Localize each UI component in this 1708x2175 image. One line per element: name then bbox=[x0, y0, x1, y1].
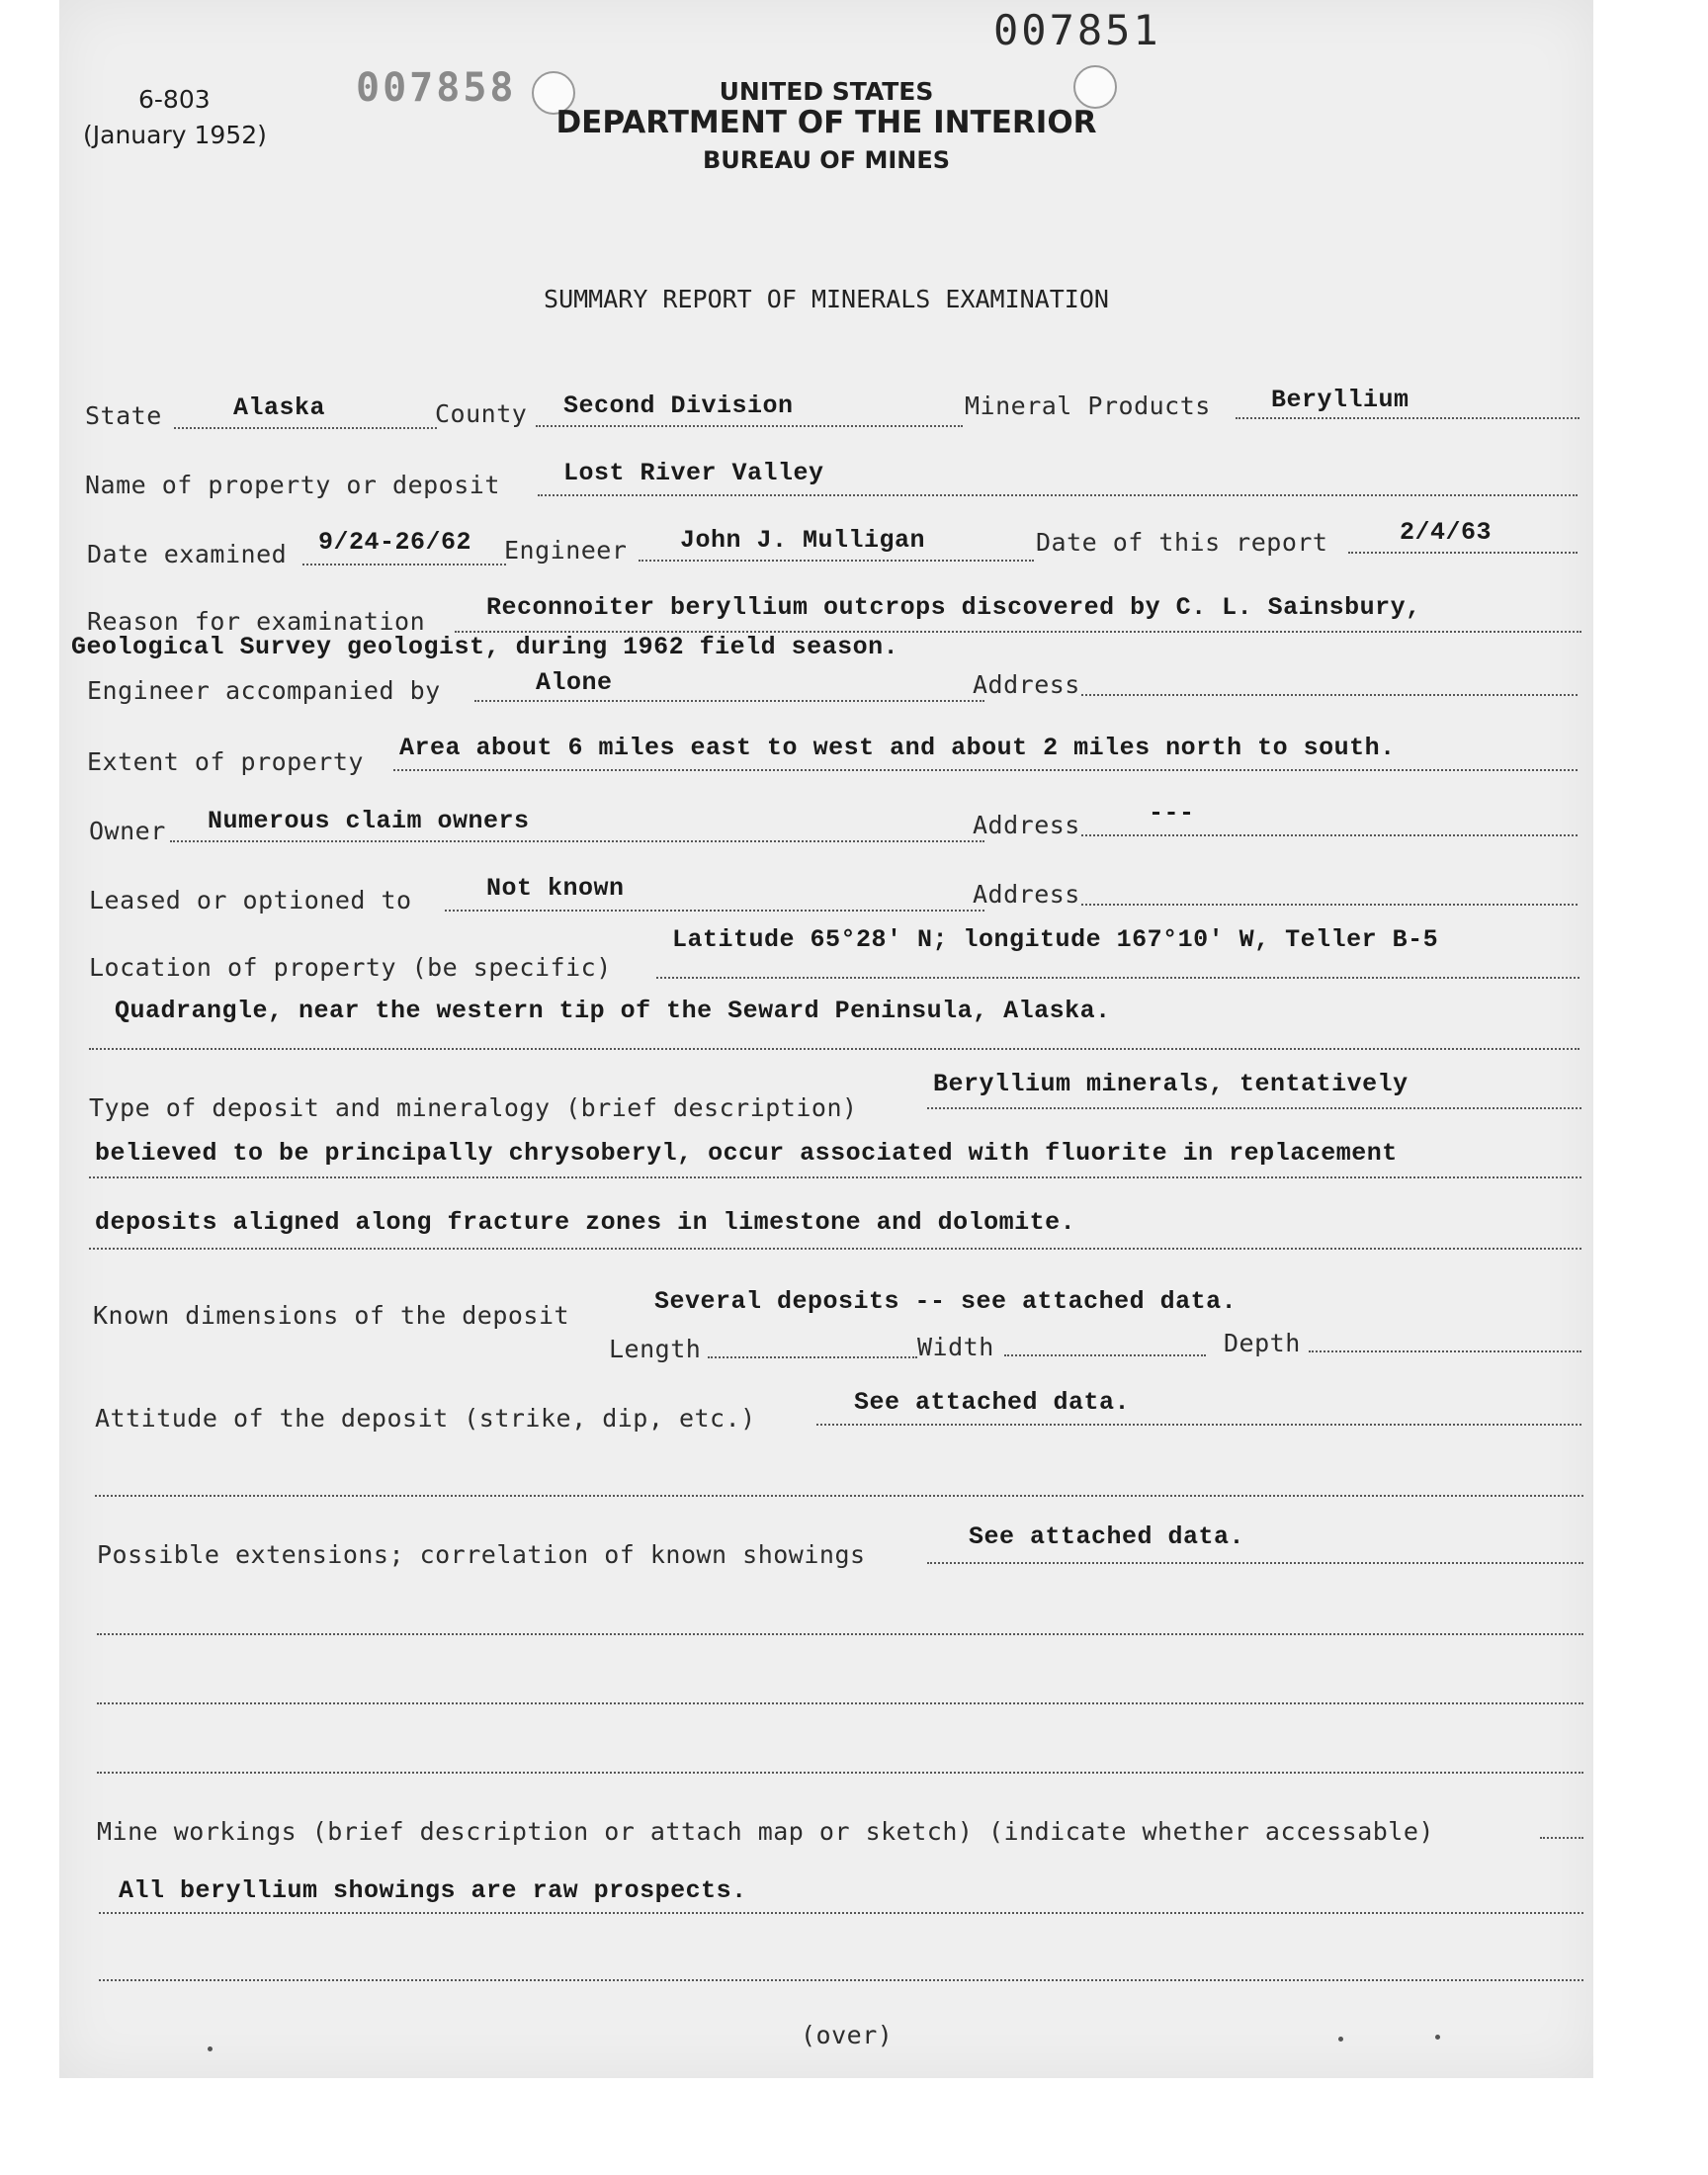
owner-line bbox=[170, 840, 984, 842]
report-date-line bbox=[1348, 552, 1578, 554]
extensions-line-1 bbox=[927, 1562, 1583, 1564]
location-value-1: Latitude 65°28' N; longitude 167°10' W, Teller B-5 bbox=[672, 925, 1439, 954]
mineral-products-line bbox=[1236, 417, 1580, 419]
report-date-value: 2/4/63 bbox=[1400, 518, 1493, 547]
location-label: Location of property (be specific) bbox=[89, 953, 612, 982]
county-value: Second Division bbox=[563, 392, 794, 420]
leased-value: Not known bbox=[486, 874, 625, 903]
extent-label: Extent of property bbox=[87, 747, 364, 776]
paper-speck bbox=[1435, 2035, 1440, 2040]
accompanied-address-line bbox=[1081, 694, 1578, 696]
leased-line bbox=[445, 910, 984, 912]
type-line-2 bbox=[89, 1176, 1581, 1178]
dimensions-label: Known dimensions of the deposit bbox=[93, 1301, 570, 1330]
extent-line bbox=[393, 769, 1578, 771]
state-value: Alaska bbox=[233, 393, 326, 422]
form-edition: (January 1952) bbox=[83, 121, 267, 149]
owner-address-label: Address bbox=[973, 811, 1080, 839]
attitude-line-2 bbox=[95, 1495, 1583, 1497]
accompanied-address-label: Address bbox=[973, 670, 1080, 699]
depth-line bbox=[1309, 1350, 1581, 1352]
extent-value: Area about 6 miles east to west and about 2 miles north to south. bbox=[399, 734, 1396, 762]
state-label: State bbox=[85, 401, 162, 430]
accompanied-label: Engineer accompanied by bbox=[87, 676, 441, 705]
date-examined-value: 9/24-26/62 bbox=[318, 528, 472, 557]
engineer-value: John J. Mulligan bbox=[680, 526, 926, 555]
date-examined-label: Date examined bbox=[87, 540, 288, 568]
depth-label: Depth bbox=[1224, 1329, 1301, 1357]
mineral-products-value: Beryllium bbox=[1271, 386, 1409, 414]
mineral-products-label: Mineral Products bbox=[965, 392, 1211, 420]
page-title: SUMMARY REPORT OF MINERALS EXAMINATION bbox=[544, 285, 1109, 313]
serial-stamp: 007851 bbox=[993, 6, 1161, 54]
width-line bbox=[1004, 1354, 1206, 1356]
owner-address-line bbox=[1081, 834, 1578, 836]
date-examined-line bbox=[302, 564, 506, 566]
attitude-label: Attitude of the deposit (strike, dip, etc.) bbox=[95, 1404, 756, 1433]
engineer-line bbox=[639, 560, 1034, 562]
location-line-2 bbox=[89, 1048, 1580, 1050]
extensions-value: See attached data. bbox=[969, 1522, 1245, 1551]
over-note: (over) bbox=[801, 2021, 894, 2049]
owner-value: Numerous claim owners bbox=[208, 807, 530, 835]
location-line-1 bbox=[656, 977, 1580, 979]
workings-line-2 bbox=[99, 1912, 1583, 1914]
extensions-label: Possible extensions; correlation of known showings bbox=[97, 1540, 866, 1569]
header-bureau: BUREAU OF MINES bbox=[702, 146, 951, 174]
reason-value-1: Reconnoiter beryllium outcrops discovered by C. L. Sainsbury, bbox=[486, 593, 1421, 622]
form-number: 6-803 bbox=[138, 85, 211, 114]
extensions-line-4 bbox=[97, 1772, 1583, 1774]
attitude-value: See attached data. bbox=[854, 1388, 1131, 1417]
state-line bbox=[174, 427, 437, 429]
leased-label: Leased or optioned to bbox=[89, 886, 412, 914]
serial-stamp-faint: 007858 bbox=[356, 65, 517, 111]
property-name-label: Name of property or deposit bbox=[85, 471, 500, 499]
header-department: DEPARTMENT OF THE INTERIOR bbox=[555, 105, 1097, 140]
width-label: Width bbox=[917, 1333, 994, 1361]
workings-value: All beryllium showings are raw prospects. bbox=[119, 1876, 747, 1905]
form-sheet bbox=[59, 0, 1593, 2078]
extensions-line-2 bbox=[97, 1633, 1583, 1635]
extensions-line-3 bbox=[97, 1702, 1583, 1704]
type-label: Type of deposit and mineralogy (brief description) bbox=[89, 1093, 858, 1122]
location-value-2: Quadrangle, near the western tip of the Seward Peninsula, Alaska. bbox=[115, 997, 1111, 1025]
property-name-line bbox=[538, 494, 1578, 496]
workings-line-1 bbox=[1540, 1837, 1583, 1839]
header-united-states: UNITED STATES bbox=[719, 77, 934, 106]
county-label: County bbox=[435, 399, 528, 428]
owner-address-value: --- bbox=[1149, 799, 1195, 827]
county-line bbox=[536, 425, 963, 427]
paper-speck bbox=[1338, 2037, 1343, 2042]
workings-label: Mine workings (brief description or attach map or sketch) (indicate whether accessable) bbox=[97, 1817, 1434, 1846]
leased-address-line bbox=[1081, 904, 1578, 906]
attitude-line-1 bbox=[816, 1424, 1581, 1426]
length-label: Length bbox=[609, 1335, 702, 1363]
leased-address-label: Address bbox=[973, 880, 1080, 909]
owner-label: Owner bbox=[89, 817, 166, 845]
engineer-label: Engineer bbox=[504, 536, 628, 565]
type-line-1 bbox=[927, 1107, 1581, 1109]
dimensions-value: Several deposits -- see attached data. bbox=[654, 1287, 1238, 1316]
paper-speck bbox=[208, 2046, 213, 2051]
bleed-through-text bbox=[316, 178, 329, 203]
report-date-label: Date of this report bbox=[1036, 528, 1328, 557]
accompanied-line bbox=[474, 700, 984, 702]
type-value-2: believed to be principally chrysoberyl, occur associated with fluorite in replacement bbox=[95, 1139, 1398, 1168]
type-value-1: Beryllium minerals, tentatively bbox=[933, 1070, 1409, 1098]
reason-value-2: Geological Survey geologist, during 1962 field season. bbox=[71, 633, 899, 661]
property-name-value: Lost River Valley bbox=[563, 459, 824, 487]
type-value-3: deposits aligned along fracture zones in limestone and dolomite. bbox=[95, 1208, 1076, 1237]
type-line-3 bbox=[89, 1248, 1581, 1250]
workings-line-3 bbox=[99, 1979, 1583, 1981]
accompanied-value: Alone bbox=[536, 668, 613, 697]
reason-label: Reason for examination bbox=[87, 607, 426, 636]
length-line bbox=[708, 1356, 917, 1358]
